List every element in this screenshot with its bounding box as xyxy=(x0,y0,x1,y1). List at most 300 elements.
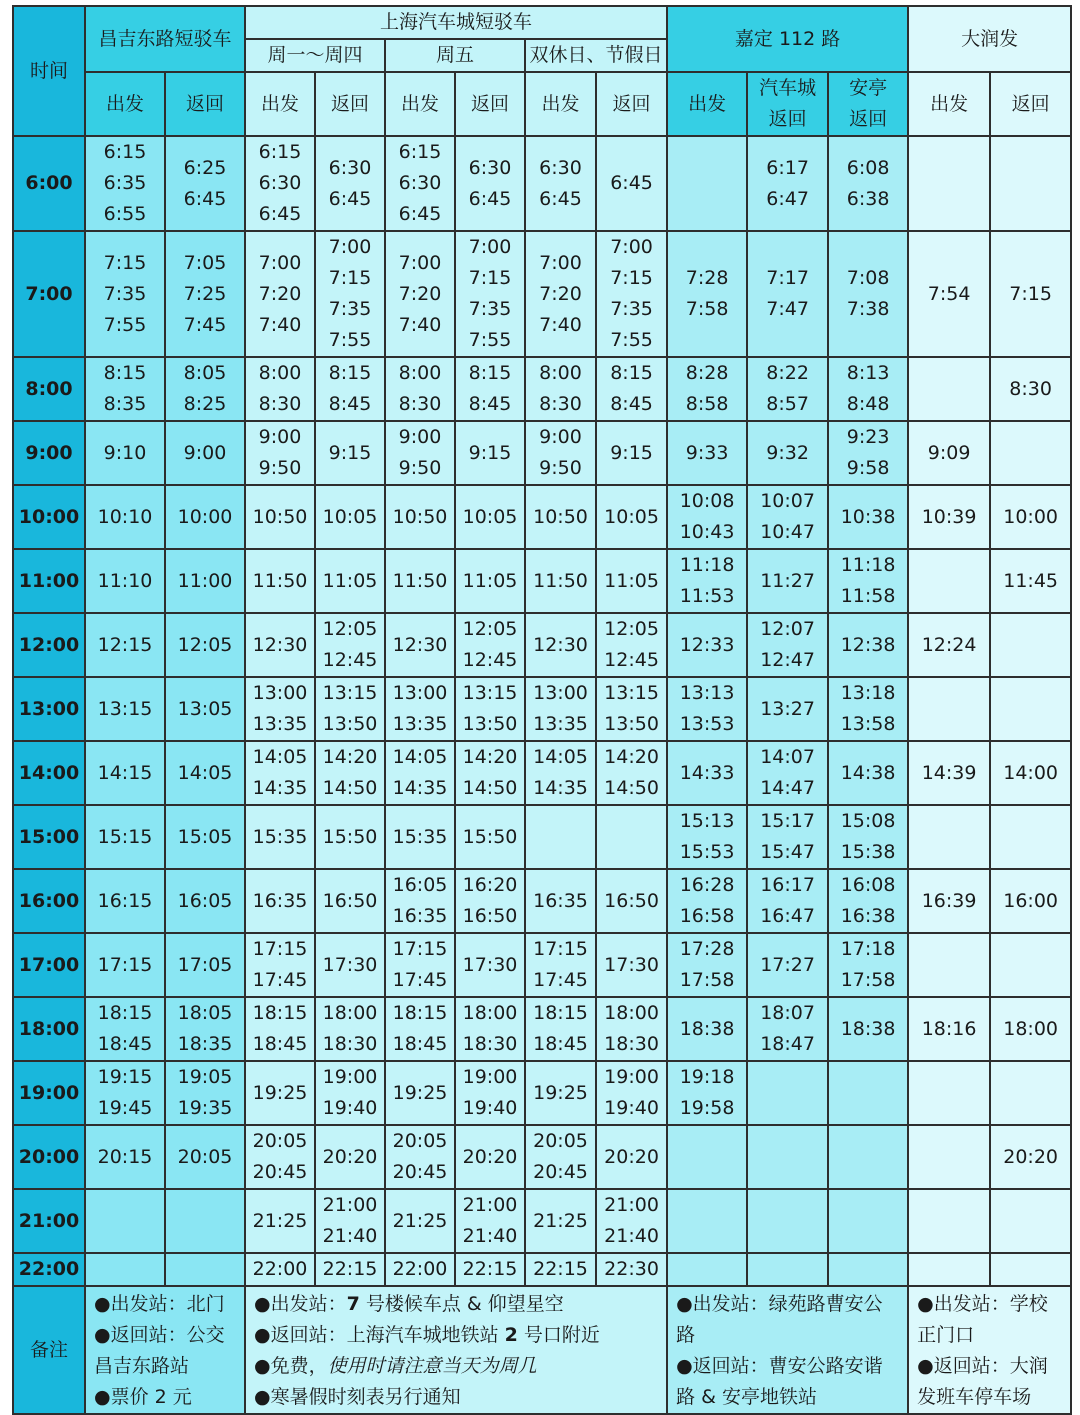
route1-return-cell xyxy=(165,231,245,357)
route2-weekend-depart-cell xyxy=(525,1061,596,1125)
route3-depart-cell xyxy=(667,231,747,357)
table-row xyxy=(13,613,1071,677)
departure-time: 12:15 xyxy=(97,633,153,656)
route3-return-anting-cell xyxy=(828,357,908,421)
route1-return-cell xyxy=(165,1061,245,1125)
route1-return-cell xyxy=(165,933,245,997)
departure-time: 7:20 xyxy=(398,282,442,305)
route3-header: 嘉定 112 路 xyxy=(667,6,908,72)
departure-time: 7:35 xyxy=(328,298,372,320)
departure-time: 9:00 xyxy=(398,426,442,448)
route3-depart-cell xyxy=(667,1125,747,1189)
departure-time: 8:15 xyxy=(468,362,512,384)
departure-time: 13:15 xyxy=(462,682,518,704)
departure-time: 13:50 xyxy=(462,713,518,735)
route2-monthu-return-cell xyxy=(315,1189,385,1253)
departure-time: 6:30 xyxy=(539,156,582,179)
route1-depart-cell xyxy=(85,805,165,869)
route2-weekend-depart-cell xyxy=(525,741,596,805)
route2-weekend-depart-cell xyxy=(525,933,596,997)
table-row xyxy=(13,1061,1071,1125)
route4-return-cell xyxy=(990,1061,1071,1125)
route2-monthu-depart-cell xyxy=(245,1061,315,1125)
departure-time: 21:00 xyxy=(322,1194,378,1216)
route4-depart-cell xyxy=(908,357,990,421)
route3-depart-cell xyxy=(667,1189,747,1253)
hour-label: 9:00 xyxy=(13,421,85,485)
departure-time: 9:50 xyxy=(398,457,442,479)
departure-time: 14:35 xyxy=(533,777,588,799)
route2-monthu-return-cell xyxy=(315,1061,385,1125)
departure-time: 14:47 xyxy=(760,777,815,799)
route3-depart-cell xyxy=(667,1253,747,1286)
departure-time: 7:40 xyxy=(398,313,442,336)
route2-monthu-return-cell xyxy=(315,549,385,613)
route2-monthu-return-cell xyxy=(315,1125,385,1189)
departure-time: 20:20 xyxy=(322,1145,378,1168)
departure-time: 10:50 xyxy=(533,505,588,528)
route3-depart-cell xyxy=(667,677,747,741)
departure-time: 9:15 xyxy=(610,441,653,464)
route2-fri-depart-cell xyxy=(385,136,455,231)
route4-depart-cell xyxy=(908,485,990,549)
hour-label: 18:00 xyxy=(13,997,85,1061)
departure-time: 18:38 xyxy=(679,1017,735,1040)
route3-return-anting-cell xyxy=(828,933,908,997)
table-row xyxy=(13,1189,1071,1253)
departure-time: 14:20 xyxy=(462,746,518,768)
route1-header: 昌吉东路短驳车 xyxy=(85,6,245,72)
departure-time: 16:17 xyxy=(760,874,815,896)
departure-time: 18:35 xyxy=(177,1033,233,1055)
departure-time: 17:28 xyxy=(679,938,735,960)
hour-label: 6:00 xyxy=(13,136,85,231)
departure-time: 11:45 xyxy=(1003,569,1058,592)
hour-label: 14:00 xyxy=(13,741,85,805)
route4-depart-cell xyxy=(908,549,990,613)
departure-time: 15:53 xyxy=(679,841,735,863)
departure-time: 13:15 xyxy=(97,697,153,720)
departure-time: 7:55 xyxy=(610,329,653,351)
route2-weekend-return-cell xyxy=(596,677,667,741)
departure-time: 6:25 xyxy=(183,156,227,179)
departure-time: 7:00 xyxy=(468,236,512,258)
route3-return-anting-cell xyxy=(828,997,908,1061)
route2-monthu-depart-cell xyxy=(245,933,315,997)
route4-return-cell xyxy=(990,421,1071,485)
departure-time: 13:00 xyxy=(533,682,588,704)
departure-time: 6:15 xyxy=(398,141,442,163)
departure-time: 11:05 xyxy=(462,569,518,592)
departure-time: 13:35 xyxy=(252,713,308,735)
departure-time: 11:53 xyxy=(679,585,735,607)
route2-monthu-depart-cell xyxy=(245,1189,315,1253)
remark-route3: ●出发站：绿苑路曹安公路 ●返回站：曹安公路安谐路 & 安亭地铁站 xyxy=(667,1286,908,1414)
departure-time: 7:35 xyxy=(103,282,147,305)
departure-time: 20:20 xyxy=(604,1145,659,1168)
route3-depart-cell xyxy=(667,136,747,231)
departure-time: 12:45 xyxy=(322,649,378,671)
departure-time: 10:05 xyxy=(462,505,518,528)
departure-time: 17:45 xyxy=(252,969,308,991)
departure-time: 7:55 xyxy=(468,329,512,351)
route2-monthu-return-cell xyxy=(315,136,385,231)
route4-depart-cell xyxy=(908,869,990,933)
departure-time: 16:58 xyxy=(679,905,735,927)
departure-time: 12:33 xyxy=(679,633,735,656)
departure-time: 8:30 xyxy=(258,393,302,415)
departure-time: 19:25 xyxy=(392,1081,448,1104)
route1-depart-header: 出发 xyxy=(85,72,165,136)
departure-time: 17:15 xyxy=(97,953,153,976)
route2-weekend-return-cell xyxy=(596,997,667,1061)
timetable-body xyxy=(13,136,1071,1286)
remark-route1: ●出发站：北门 ●返回站：公交昌吉东路站 ●票价 2 元 xyxy=(85,1286,245,1414)
departure-time: 7:55 xyxy=(328,329,372,351)
route4-depart-cell xyxy=(908,421,990,485)
route2-depart-header: 出发 xyxy=(525,72,596,136)
departure-time: 7:20 xyxy=(258,282,302,305)
departure-time: 7:00 xyxy=(539,251,582,274)
route1-depart-cell xyxy=(85,421,165,485)
departure-time: 7:40 xyxy=(539,313,582,336)
route4-return-header: 返回 xyxy=(990,72,1071,136)
departure-time: 18:45 xyxy=(252,1033,308,1055)
departure-time: 10:05 xyxy=(604,505,659,528)
departure-time: 13:27 xyxy=(760,697,815,720)
departure-time: 18:15 xyxy=(533,1002,588,1024)
route2-fri-depart-cell xyxy=(385,869,455,933)
route2-fri-return-cell xyxy=(455,805,525,869)
route2-fri-depart-cell xyxy=(385,805,455,869)
route2-fri-return-cell xyxy=(455,1189,525,1253)
route2-weekend-return-cell xyxy=(596,1253,667,1286)
route3-return-autocity-cell xyxy=(747,549,828,613)
route2-monthu-return-cell xyxy=(315,741,385,805)
departure-time: 17:45 xyxy=(533,969,588,991)
hour-label: 12:00 xyxy=(13,613,85,677)
route1-return-cell xyxy=(165,741,245,805)
departure-time: 16:05 xyxy=(177,889,233,912)
departure-time: 18:47 xyxy=(760,1033,815,1055)
route2-fri-depart-cell xyxy=(385,1061,455,1125)
departure-time: 7:28 xyxy=(685,267,729,289)
route2-fri-depart-cell xyxy=(385,485,455,549)
table-row xyxy=(13,1253,1071,1286)
route2-monthu-depart-cell xyxy=(245,741,315,805)
departure-time: 11:50 xyxy=(533,569,588,592)
departure-time: 13:50 xyxy=(604,713,659,735)
departure-time: 19:05 xyxy=(177,1066,233,1088)
departure-time: 16:15 xyxy=(97,889,153,912)
route2-fri-depart-cell xyxy=(385,933,455,997)
departure-time: 7:17 xyxy=(766,267,809,289)
route4-header: 大润发 xyxy=(908,6,1071,72)
route2-weekend-depart-cell xyxy=(525,1189,596,1253)
route2-weekend-return-cell xyxy=(596,421,667,485)
departure-time: 14:35 xyxy=(252,777,308,799)
departure-time: 10:08 xyxy=(679,490,735,512)
route2-monthu-depart-cell xyxy=(245,357,315,421)
departure-time: 18:15 xyxy=(252,1002,308,1024)
route4-return-cell xyxy=(990,1125,1071,1189)
route2-weekend-return-cell xyxy=(596,549,667,613)
departure-time: 12:45 xyxy=(462,649,518,671)
route4-return-cell xyxy=(990,613,1071,677)
route3-depart-cell xyxy=(667,933,747,997)
departure-time: 8:05 xyxy=(183,362,227,384)
departure-time: 19:15 xyxy=(97,1066,153,1088)
route2-fri-return-cell xyxy=(455,613,525,677)
table-row xyxy=(13,869,1071,933)
departure-time: 21:40 xyxy=(322,1225,378,1247)
departure-time: 18:05 xyxy=(177,1002,233,1024)
departure-time: 19:00 xyxy=(462,1066,518,1088)
departure-time: 6:45 xyxy=(468,187,512,210)
departure-time: 16:35 xyxy=(392,905,448,927)
departure-time: 6:45 xyxy=(398,203,442,225)
route4-depart-cell xyxy=(908,231,990,357)
route3-return-anting-cell xyxy=(828,1189,908,1253)
route2-fri-depart-cell xyxy=(385,1189,455,1253)
route1-depart-cell xyxy=(85,231,165,357)
departure-time: 17:15 xyxy=(392,938,448,960)
departure-time: 19:40 xyxy=(322,1097,378,1119)
departure-time: 16:50 xyxy=(462,905,518,927)
route4-return-cell xyxy=(990,933,1071,997)
departure-time: 19:25 xyxy=(252,1081,308,1104)
departure-time: 21:25 xyxy=(252,1209,308,1232)
departure-time: 12:30 xyxy=(252,633,308,656)
route4-depart-cell xyxy=(908,677,990,741)
route4-depart-header: 出发 xyxy=(908,72,990,136)
departure-time: 16:39 xyxy=(921,889,977,912)
route1-return-cell xyxy=(165,549,245,613)
departure-time: 9:58 xyxy=(846,457,890,479)
route2-weekend-depart-cell xyxy=(525,677,596,741)
route4-return-cell xyxy=(990,485,1071,549)
departure-time: 15:15 xyxy=(97,825,153,848)
table-row xyxy=(13,485,1071,549)
departure-time: 9:50 xyxy=(258,457,302,479)
route3-return-autocity-cell xyxy=(747,1189,828,1253)
route3-depart-cell xyxy=(667,869,747,933)
departure-time: 9:00 xyxy=(258,426,302,448)
departure-time: 7:15 xyxy=(103,251,147,274)
departure-time: 7:00 xyxy=(258,251,302,274)
departure-time: 6:45 xyxy=(183,187,227,210)
departure-time: 14:00 xyxy=(1003,761,1058,784)
departure-time: 13:35 xyxy=(533,713,588,735)
departure-time: 6:30 xyxy=(328,156,372,179)
departure-time: 8:30 xyxy=(1009,377,1052,400)
departure-time: 6:47 xyxy=(766,187,809,210)
route1-depart-cell xyxy=(85,357,165,421)
route3-return-anting-cell xyxy=(828,231,908,357)
departure-time: 8:22 xyxy=(766,362,809,384)
route2-fri-return-cell xyxy=(455,933,525,997)
remark-label: 备注 xyxy=(13,1286,85,1414)
departure-time: 14:39 xyxy=(921,761,977,784)
departure-time: 7:05 xyxy=(183,251,227,274)
departure-time: 20:05 xyxy=(177,1145,233,1168)
departure-time: 19:18 xyxy=(679,1066,735,1088)
departure-time: 7:00 xyxy=(398,251,442,274)
departure-time: 18:00 xyxy=(322,1002,378,1024)
departure-time: 8:28 xyxy=(685,362,729,384)
route3-return-autocity-cell xyxy=(747,741,828,805)
departure-time: 6:17 xyxy=(766,156,809,179)
departure-time: 14:15 xyxy=(97,761,153,784)
route2-weekend-depart-cell xyxy=(525,1253,596,1286)
departure-time: 12:07 xyxy=(760,618,815,640)
departure-time: 8:00 xyxy=(258,362,302,384)
route4-depart-cell xyxy=(908,136,990,231)
departure-time: 7:35 xyxy=(468,298,512,320)
departure-time: 8:48 xyxy=(846,393,890,415)
route2-weekend-depart-cell xyxy=(525,997,596,1061)
departure-time: 8:13 xyxy=(846,362,890,384)
departure-time: 8:45 xyxy=(468,393,512,415)
departure-time: 11:05 xyxy=(604,569,659,592)
hour-label: 13:00 xyxy=(13,677,85,741)
route4-depart-cell xyxy=(908,741,990,805)
departure-time: 7:45 xyxy=(183,313,227,336)
departure-time: 8:15 xyxy=(328,362,372,384)
departure-time: 14:07 xyxy=(760,746,815,768)
route2-depart-header: 出发 xyxy=(245,72,315,136)
departure-time: 11:50 xyxy=(392,569,448,592)
route2-fri-depart-cell xyxy=(385,231,455,357)
departure-time: 8:00 xyxy=(539,362,582,384)
departure-time: 13:00 xyxy=(252,682,308,704)
bus-timetable xyxy=(12,5,1070,1408)
route1-return-cell xyxy=(165,485,245,549)
route3-return-anting-cell xyxy=(828,485,908,549)
route2-monthu-return-cell xyxy=(315,1253,385,1286)
departure-time: 21:25 xyxy=(533,1209,588,1232)
departure-time: 6:45 xyxy=(610,172,653,194)
route2-weekend-depart-cell xyxy=(525,421,596,485)
departure-time: 18:30 xyxy=(462,1033,518,1055)
departure-time: 22:30 xyxy=(604,1258,659,1280)
route2-weekend-depart-cell xyxy=(525,869,596,933)
departure-time: 15:50 xyxy=(462,825,518,848)
departure-time: 17:30 xyxy=(322,953,378,976)
route2-fri-depart-cell xyxy=(385,677,455,741)
departure-time: 22:15 xyxy=(462,1258,518,1280)
departure-time: 18:15 xyxy=(392,1002,448,1024)
route2-weekend-depart-cell xyxy=(525,485,596,549)
route2-weekend-return-cell xyxy=(596,869,667,933)
departure-time: 20:05 xyxy=(252,1130,308,1152)
route2-header: 上海汽车城短驳车 xyxy=(245,6,667,39)
route2-monthu-return-cell xyxy=(315,997,385,1061)
route1-return-cell xyxy=(165,1253,245,1286)
departure-time: 17:18 xyxy=(840,938,896,960)
route2-weekend-return-cell xyxy=(596,485,667,549)
route4-depart-cell xyxy=(908,933,990,997)
route2-weekend-return-cell xyxy=(596,357,667,421)
departure-time: 10:38 xyxy=(840,505,896,528)
route2-depart-header: 出发 xyxy=(385,72,455,136)
table-row xyxy=(13,136,1071,231)
route3-depart-cell xyxy=(667,549,747,613)
departure-time: 14:20 xyxy=(322,746,378,768)
departure-time: 19:00 xyxy=(604,1066,659,1088)
route1-return-cell xyxy=(165,997,245,1061)
route4-return-cell xyxy=(990,231,1071,357)
hour-label: 22:00 xyxy=(13,1253,85,1286)
departure-time: 16:50 xyxy=(322,889,378,912)
table-row xyxy=(13,741,1071,805)
route2-fri-depart-cell xyxy=(385,549,455,613)
route4-depart-cell xyxy=(908,805,990,869)
departure-time: 12:05 xyxy=(462,618,518,640)
route1-return-cell xyxy=(165,869,245,933)
departure-time: 15:13 xyxy=(679,810,735,832)
hour-label: 17:00 xyxy=(13,933,85,997)
departure-time: 8:58 xyxy=(685,393,729,415)
route4-depart-cell xyxy=(908,997,990,1061)
route1-return-cell xyxy=(165,805,245,869)
route1-depart-cell xyxy=(85,1253,165,1286)
remark-route4: ●出发站：学校正门口 ●返回站：大润发班车停车场 xyxy=(908,1286,1071,1414)
route3-return-autocity-cell xyxy=(747,421,828,485)
departure-time: 16:05 xyxy=(392,874,448,896)
route2-fri-return-cell xyxy=(455,869,525,933)
departure-time: 6:45 xyxy=(328,187,372,210)
departure-time: 20:45 xyxy=(392,1161,448,1183)
hour-label: 7:00 xyxy=(13,231,85,357)
departure-time: 11:27 xyxy=(760,569,815,592)
departure-time: 21:40 xyxy=(604,1225,659,1247)
route1-depart-cell xyxy=(85,136,165,231)
route2-monthu-depart-cell xyxy=(245,549,315,613)
route4-return-cell xyxy=(990,136,1071,231)
departure-time: 16:08 xyxy=(840,874,896,896)
departure-time: 7:35 xyxy=(610,298,653,320)
route2-monthu-return-cell xyxy=(315,485,385,549)
hour-label: 16:00 xyxy=(13,869,85,933)
route2-fri-return-cell xyxy=(455,1253,525,1286)
departure-time: 6:08 xyxy=(846,156,890,179)
route2-fri-return-cell xyxy=(455,1061,525,1125)
route2-return-header: 返回 xyxy=(315,72,385,136)
route2-monthu-return-cell xyxy=(315,231,385,357)
departure-time: 12:05 xyxy=(604,618,659,640)
departure-time: 16:28 xyxy=(679,874,735,896)
departure-time: 14:50 xyxy=(604,777,659,799)
departure-time: 9:15 xyxy=(328,441,372,464)
route2-weekend-return-cell xyxy=(596,613,667,677)
route2-weekend-depart-cell xyxy=(525,1125,596,1189)
route3-depart-cell xyxy=(667,805,747,869)
route2-weekend-depart-cell xyxy=(525,231,596,357)
departure-time: 7:15 xyxy=(468,267,512,289)
departure-time: 15:50 xyxy=(322,825,378,848)
route3-return-autocity-cell xyxy=(747,231,828,357)
departure-time: 12:05 xyxy=(177,633,233,656)
route1-return-cell xyxy=(165,677,245,741)
departure-time: 13:15 xyxy=(322,682,378,704)
departure-time: 11:05 xyxy=(322,569,378,592)
departure-time: 11:10 xyxy=(97,569,153,592)
route1-return-cell xyxy=(165,421,245,485)
departure-time: 16:35 xyxy=(533,889,588,912)
departure-time: 7:38 xyxy=(846,298,890,320)
route1-depart-cell xyxy=(85,1189,165,1253)
